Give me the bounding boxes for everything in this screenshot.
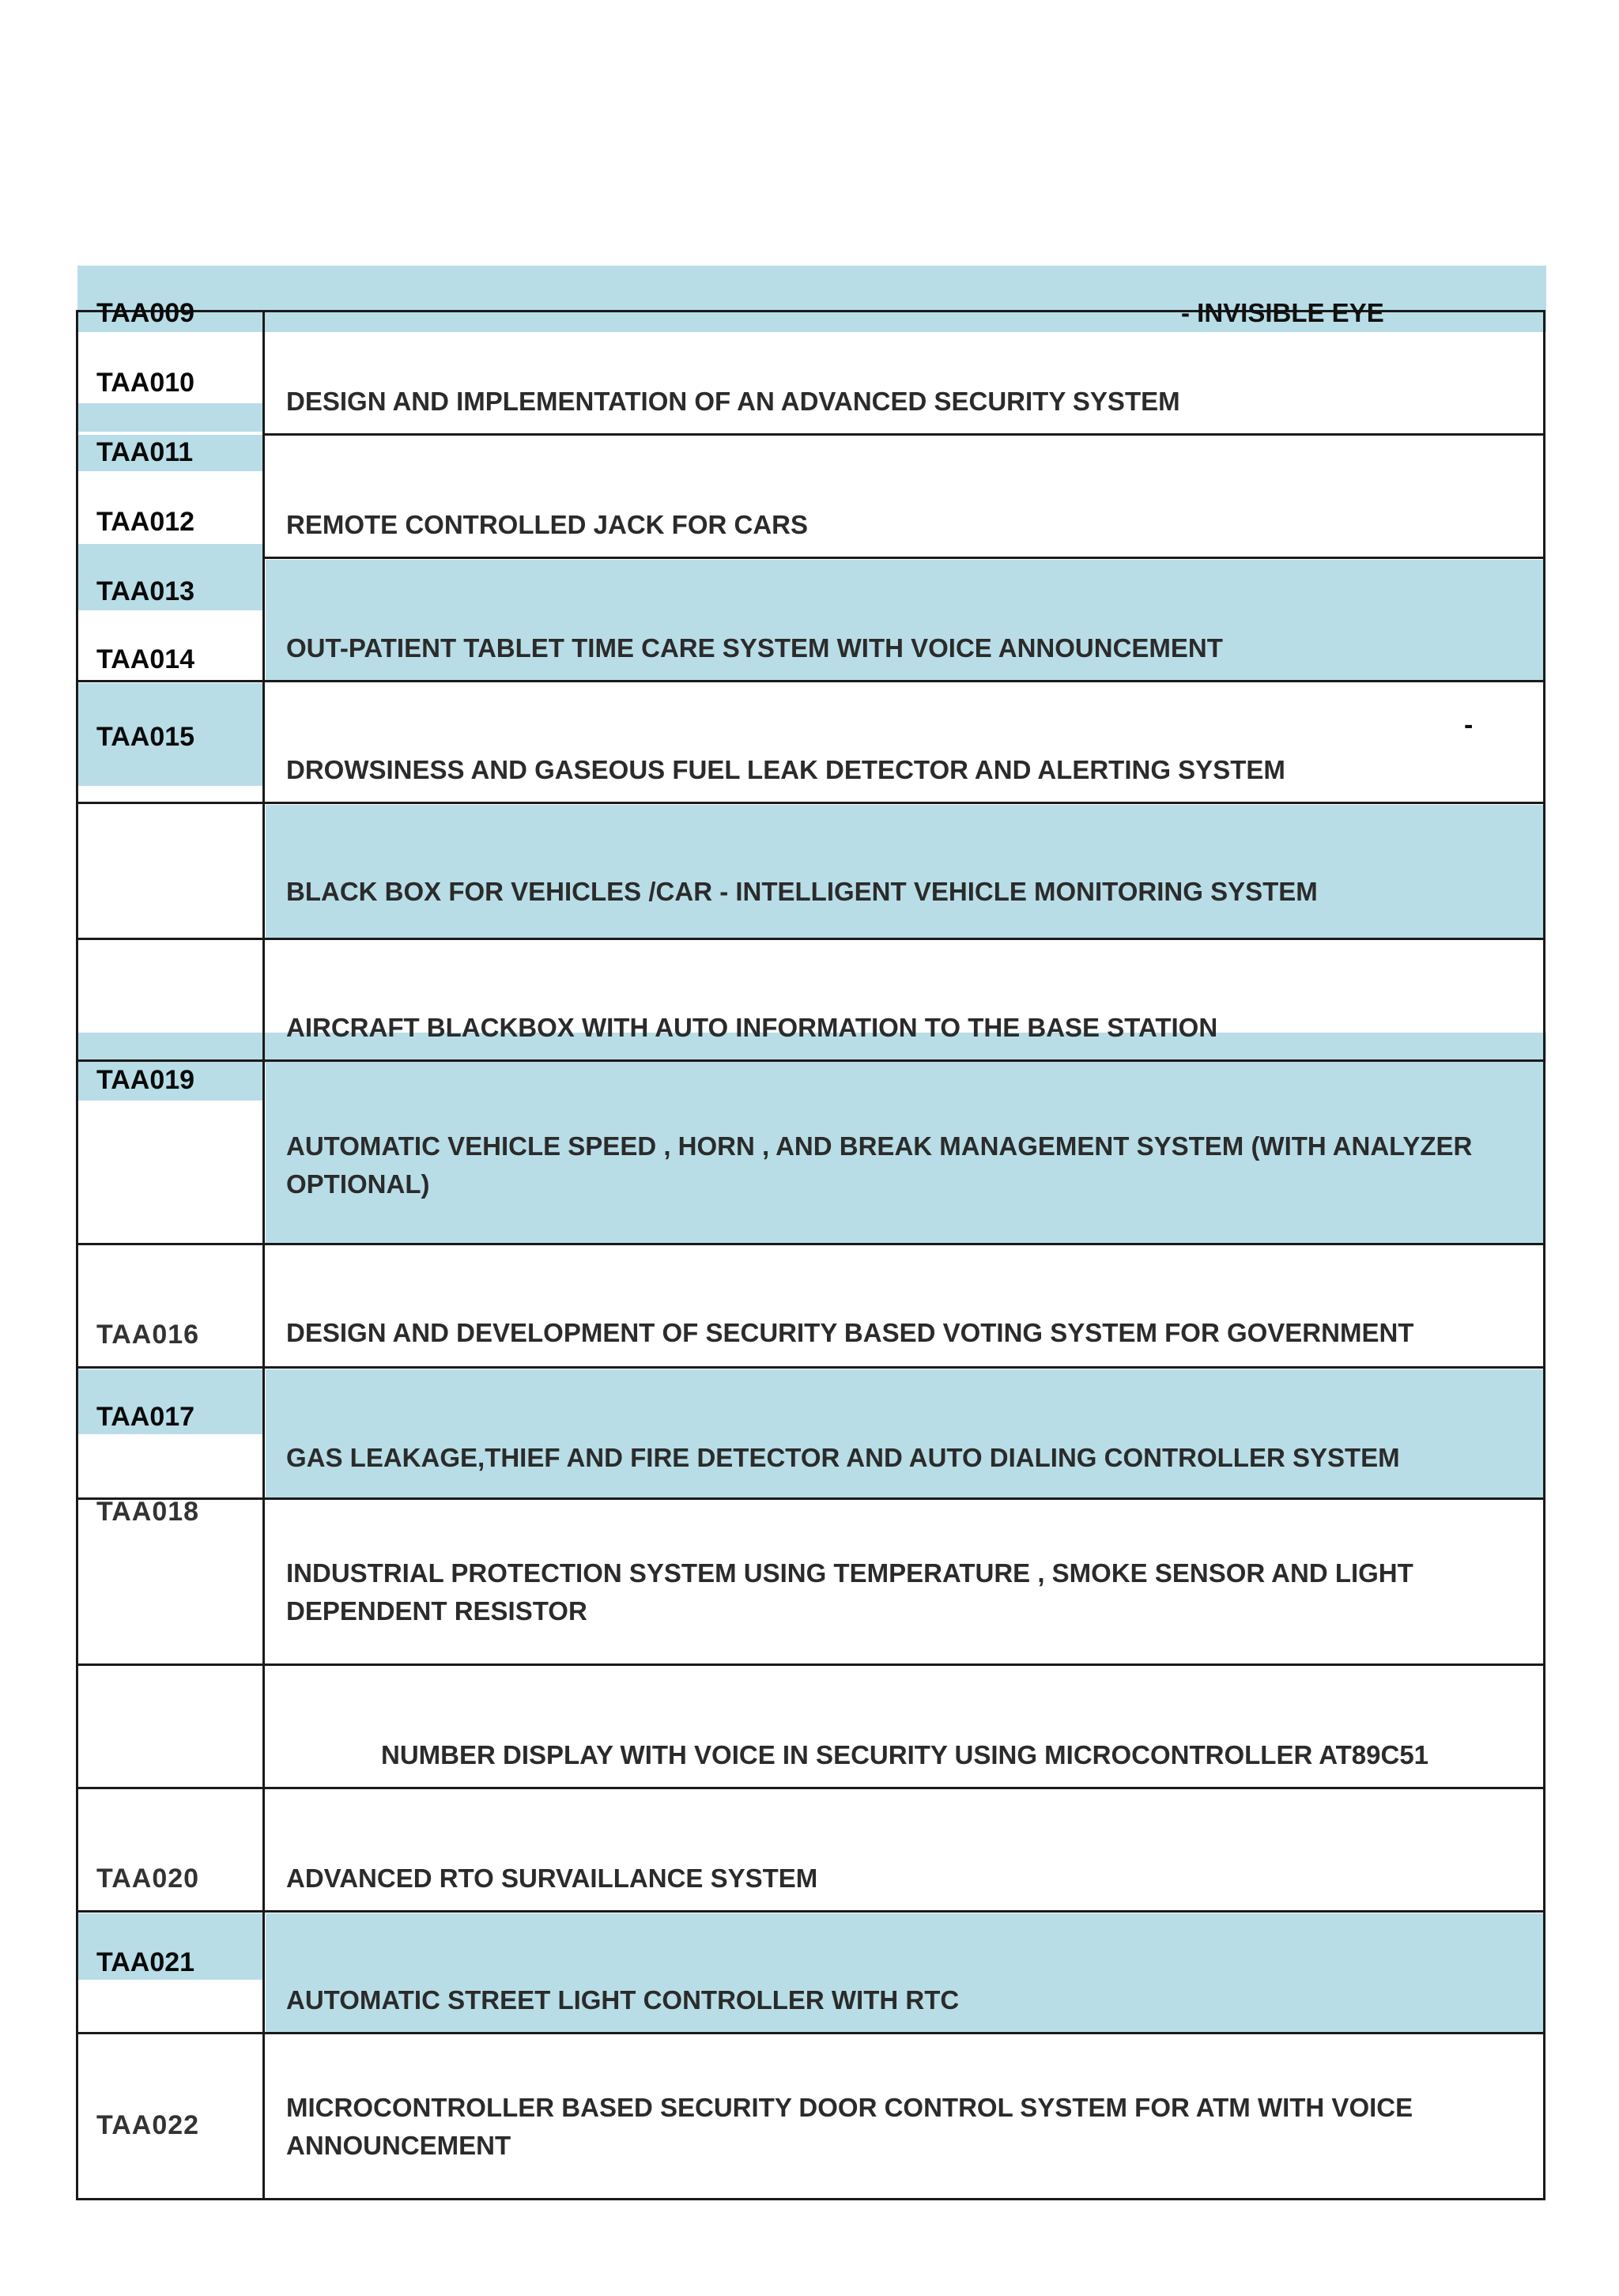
row-highlight-taa017 (266, 1369, 1545, 1499)
row-divider (76, 802, 1545, 804)
row-divider (262, 557, 1545, 559)
project-title: AUTOMATIC VEHICLE SPEED , HORN , AND BREAK MANAGEMENT SYSTEM (WITH ANALYZER OPTIONAL) (286, 1131, 1473, 1199)
project-code: TAA017 (96, 1402, 195, 1432)
table-column-divider (262, 310, 265, 2200)
project-title: - INVISIBLE EYE (1181, 298, 1384, 327)
project-code: TAA011 (96, 437, 194, 467)
row-divider (76, 1243, 1545, 1245)
project-title: AUTOMATIC STREET LIGHT CONTROLLER WITH RTC (286, 1985, 960, 2015)
row-divider (76, 680, 1545, 682)
project-title: DESIGN AND IMPLEMENTATION OF AN ADVANCED SECURITY SYSTEM (286, 387, 1180, 416)
row-divider (76, 1497, 1545, 1500)
project-code: TAA012 (96, 507, 195, 537)
project-title: ADVANCED RTO SURVAILLANCE SYSTEM (286, 1864, 818, 1893)
table-right-border (1543, 310, 1545, 2200)
project-title: GAS LEAKAGE,THIEF AND FIRE DETECTOR AND AUTO DIALING CONTROLLER SYSTEM (286, 1443, 1400, 1472)
row-divider (76, 2032, 1545, 2034)
row-highlight-black-box (266, 805, 1545, 939)
row-divider (76, 1366, 1545, 1369)
project-code: TAA018 (96, 1497, 200, 1527)
project-code: TAA020 (96, 1864, 200, 1894)
row-divider (76, 1663, 1545, 1666)
code-highlight-taa010 (77, 403, 262, 432)
project-code: TAA009 (96, 298, 195, 328)
table-left-border (76, 310, 78, 2200)
project-code: TAA021 (96, 1947, 195, 1977)
row-divider (262, 433, 1545, 436)
table-bottom-border (76, 2198, 1545, 2200)
project-title: OUT-PATIENT TABLET TIME CARE SYSTEM WITH VOICE ANNOUNCEMENT (286, 633, 1223, 663)
project-title: BLACK BOX FOR VEHICLES /CAR - INTELLIGENT VEHICLE MONITORING SYSTEM (286, 877, 1318, 906)
project-code: TAA014 (96, 644, 195, 674)
project-title: AIRCRAFT BLACKBOX WITH AUTO INFORMATION TO THE BASE STATION (286, 1013, 1218, 1042)
stray-dash: - (1464, 710, 1474, 740)
project-code: TAA013 (96, 576, 195, 606)
row-divider (76, 1059, 1545, 1062)
project-code: TAA010 (96, 368, 195, 398)
project-code: TAA015 (96, 722, 195, 752)
project-title: DESIGN AND DEVELOPMENT OF SECURITY BASED VOTING SYSTEM FOR GOVERNMENT (286, 1318, 1414, 1347)
project-code: TAA016 (96, 1320, 200, 1350)
project-title: INDUSTRIAL PROTECTION SYSTEM USING TEMPERATURE , SMOKE SENSOR AND LIGHT DEPENDENT RESISTOR (286, 1558, 1413, 1626)
project-code: TAA022 (96, 2110, 200, 2140)
code-highlight-taa012 (77, 544, 262, 560)
project-title: REMOTE CONTROLLED JACK FOR CARS (286, 510, 808, 539)
row-divider (76, 938, 1545, 940)
project-title: NUMBER DISPLAY WITH VOICE IN SECURITY USING MICROCONTROLLER AT89C51 (381, 1740, 1429, 1769)
project-title: MICROCONTROLLER BASED SECURITY DOOR CONTROL SYSTEM FOR ATM WITH VOICE ANNOUNCEMENT (286, 2093, 1413, 2160)
project-title: DROWSINESS AND GASEOUS FUEL LEAK DETECTOR AND ALERTING SYSTEM (286, 755, 1285, 784)
project-code: TAA019 (96, 1065, 195, 1095)
row-divider (76, 1910, 1545, 1913)
row-divider (76, 1787, 1545, 1789)
